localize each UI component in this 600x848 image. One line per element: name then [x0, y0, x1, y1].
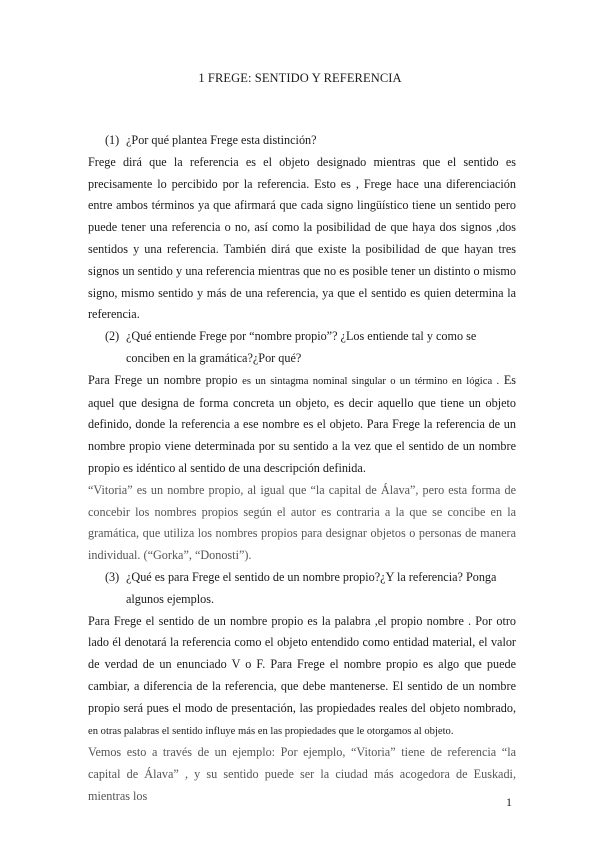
answer-paragraph-1: Frege dirá que la referencia es el objeto designado mientras que el sentido es precisamente lo percibido por la referencia. Esto es , Frege hace una diferenciación entre ambos términos ya que afirmará que cada signo lingüístico tiene un sentido pero puede tener una referencia o no, así como la posibilidad de que haya dos signos ,dos sentidos y una referencia. También dirá que existe la posibilidad de que hayan tres signos un sentido y una referencia mientras que no es posible tener un distinto o mismo signo, mismo sentido y más de una referencia, ya que el sentido es quien determina la referencia. — [88, 154, 516, 322]
question-1 — [105, 130, 516, 152]
question-number: (2) — [105, 329, 120, 344]
question-2 — [105, 326, 516, 370]
paragraph-lead: Para Frege el sentido de un nombre propio es la palabra ,el propio nombre . Por otro lado él denotará la referencia como el objeto entendido como entidad material, el valor de verdad de un enunciado V o F. Para Frege el nombre propio es algo que puede cambiar, a diferencia de la referencia, que debe mantenerse. El sentido de un nombre propio será pues el modo de presentación, las propiedades reales del objeto nombrado, — [88, 613, 516, 715]
question-number: (3) — [105, 569, 120, 584]
answer-paragraph-4 — [88, 611, 516, 743]
question-3 — [105, 567, 516, 611]
question-text: ¿Por qué plantea Frege esta distinción? — [126, 133, 317, 147]
paragraph-lead: Para Frege un nombre propio — [88, 372, 243, 387]
answer-paragraph-5: Vemos esto a través de un ejemplo: Por ejemplo, “Vitoria” tiene de referencia “la capital de Álava” , y su sentido puede ser la ciudad más acogedora de Euskadi, mientras los — [88, 745, 516, 803]
question-text: ¿Qué es para Frege el sentido de un nombre propio?¿Y la referencia? Ponga algunos ejemplos. — [126, 569, 497, 606]
paragraph-small-run: es un sintagma nominal singular o un término en lógica . — [242, 375, 500, 387]
page-title: 1 FREGE: SENTIDO Y REFERENCIA — [198, 71, 402, 85]
paragraph-rest: Es aquel que designa de forma concreta un objeto, es decir aquello que tiene un objeto definido, donde la referencia a ese nombre es el objeto. Para Frege la referencia de un nombre propio viene determinada por su sentido a la vez que el sentido de un nombre propio es idéntico al sentido de una descripción definida. — [88, 372, 516, 475]
document-body — [88, 130, 516, 808]
paragraph-small-run: en otras palabras el sentido influye más en las propiedades que le otorgamos al objeto. — [88, 725, 454, 737]
question-text: ¿Qué entiende Frege por “nombre propio”? ¿Los entiende tal y como se conciben en la gramática?¿Por qué? — [126, 329, 477, 365]
answer-paragraph-2 — [88, 370, 516, 480]
answer-paragraph-3: “Vitoria” es un nombre propio, al igual que “la capital de Álava”, pero esta forma de concebir los nombres propios según el autor es contraria a la que se concibe en la gramática, que utiliza los nombres propios para designar objetos o personas de manera individual. (“Gorka”, “Donosti”). — [88, 482, 516, 563]
page-number: 1 — [506, 795, 512, 809]
question-number: (1) — [105, 133, 120, 147]
